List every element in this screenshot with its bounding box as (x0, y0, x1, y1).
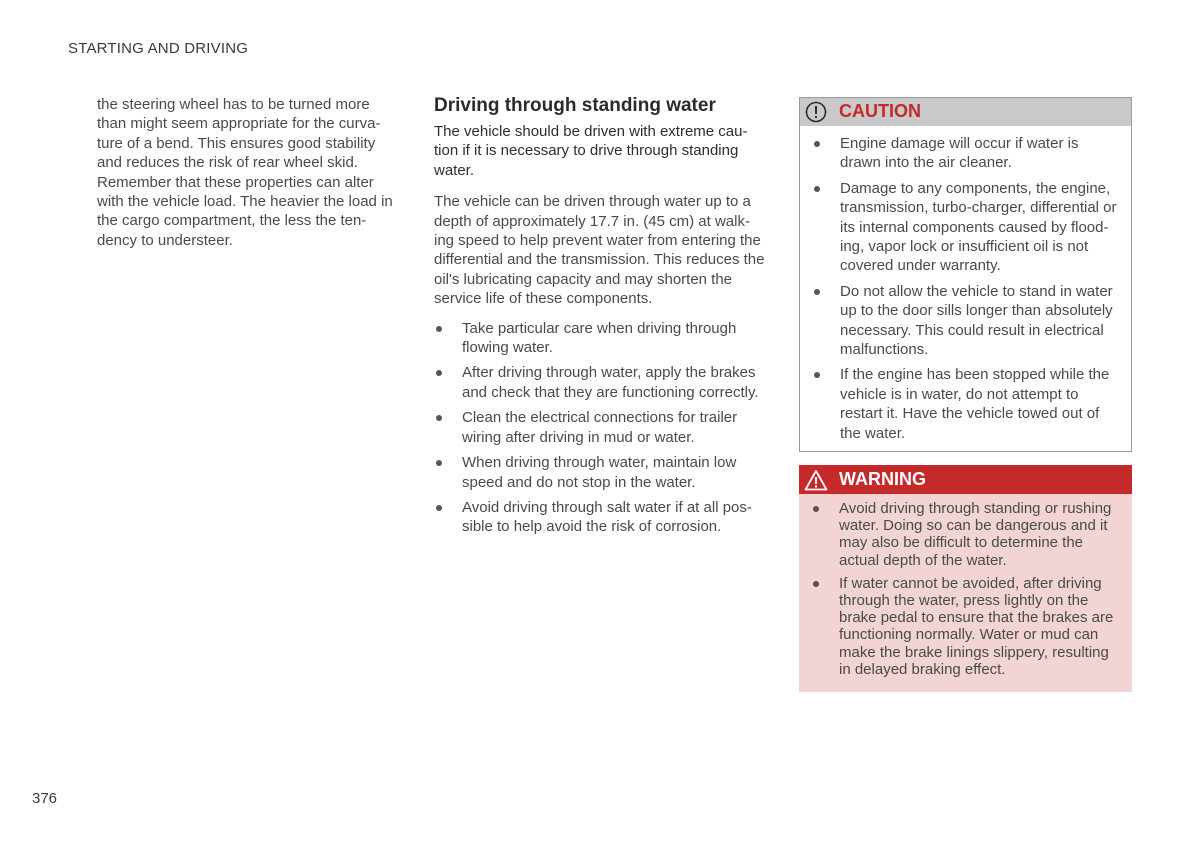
left-column (97, 95, 397, 250)
list-item (812, 179, 1121, 276)
list-item (812, 282, 1121, 360)
bullet-icon (436, 370, 442, 376)
list-item (434, 498, 769, 537)
section-bullet-list (434, 319, 769, 537)
bullet-icon (814, 372, 820, 378)
warning-box (799, 465, 1132, 692)
list-item (812, 365, 1121, 443)
list-item-text: Take particular care when driving through flowing water. (462, 319, 737, 357)
list-item (434, 319, 769, 358)
list-item-text: Damage to any components, the engine, transmission, turbo-charger, differential or its internal components caused by flood-ing, vapor lock or insufficient oil is not covered under warranty. (840, 179, 1117, 275)
middle-column (434, 95, 769, 543)
list-item-text: If water cannot be avoided, after driving through the water, press lightly on the brake pedal to ensure that the brakes are functioning normally. Water or mud can make the brake linings slippery, resulting in delayed braking effect. (839, 574, 1114, 678)
bullet-icon (813, 506, 819, 512)
bullet-icon (813, 581, 819, 587)
bullet-icon (814, 141, 820, 147)
section-lead: The vehicle should be driven with extreme cau-tion if it is necessary to drive through standing water. (434, 123, 748, 179)
list-item (811, 575, 1120, 678)
list-item-text: Engine damage will occur if water is drawn into the air cleaner. (840, 135, 1079, 172)
list-item-text: Avoid driving through salt water if at all pos-sible to help avoid the risk of corrosion. (462, 498, 752, 536)
warning-bullet-list (799, 494, 1132, 692)
list-item-text: Avoid driving through standing or rushing water. Doing so can be dangerous and it may also be difficult to determine the actual depth of the water. (839, 500, 1112, 569)
list-item (811, 500, 1120, 569)
caution-title: CAUTION (839, 101, 921, 122)
caution-bullet-list (800, 126, 1131, 451)
bullet-icon (814, 289, 820, 295)
list-item-text: Clean the electrical connections for trailer wiring after driving in mud or water. (462, 409, 738, 446)
warning-triangle-icon (804, 469, 828, 491)
section-paragraph: The vehicle can be driven through water up to a depth of approximately 17.7 in. (45 cm) at walk-ing speed to help prevent water from entering the differential and the transmission. This reduces the oil's lubricating capacity and may shorten the service life of these components. (434, 193, 765, 308)
list-item-text: When driving through water, maintain low speed and do not stop in the water. (462, 454, 737, 491)
list-item (434, 363, 769, 402)
bullet-icon (436, 505, 442, 511)
section-title: Driving through standing water (434, 95, 716, 116)
caution-box (799, 97, 1132, 452)
bullet-icon (436, 415, 442, 421)
bullet-icon (814, 186, 820, 192)
exclamation-circle-icon (805, 101, 827, 123)
warning-header (799, 465, 1132, 494)
caution-header (800, 98, 1131, 126)
list-item-text: Do not allow the vehicle to stand in water up to the door sills longer than absolutely necessary. This could result in electrical malfunctions. (840, 282, 1113, 359)
bullet-icon (436, 460, 442, 466)
page-number: 376 (32, 790, 58, 807)
bullet-icon (436, 326, 442, 332)
warning-title: WARNING (839, 468, 926, 489)
list-item-text: After driving through water, apply the brakes and check that they are functioning correctly. (462, 364, 759, 401)
list-item (434, 453, 769, 492)
list-item (434, 408, 769, 447)
left-column-text: the steering wheel has to be turned more than might seem appropriate for the curva-ture of a bend. This ensures good stability and reduces the risk of rear wheel skid. Remember that these properties can alter with the vehicle load. The heavier the load in the cargo compartment, the less the ten-dency to understeer. (97, 96, 393, 249)
page-section-header: STARTING AND DRIVING (68, 40, 249, 57)
list-item (812, 134, 1121, 173)
list-item-text: If the engine has been stopped while the vehicle is in water, do not attempt to restart it. Have the vehicle towed out of the water. (840, 366, 1110, 442)
